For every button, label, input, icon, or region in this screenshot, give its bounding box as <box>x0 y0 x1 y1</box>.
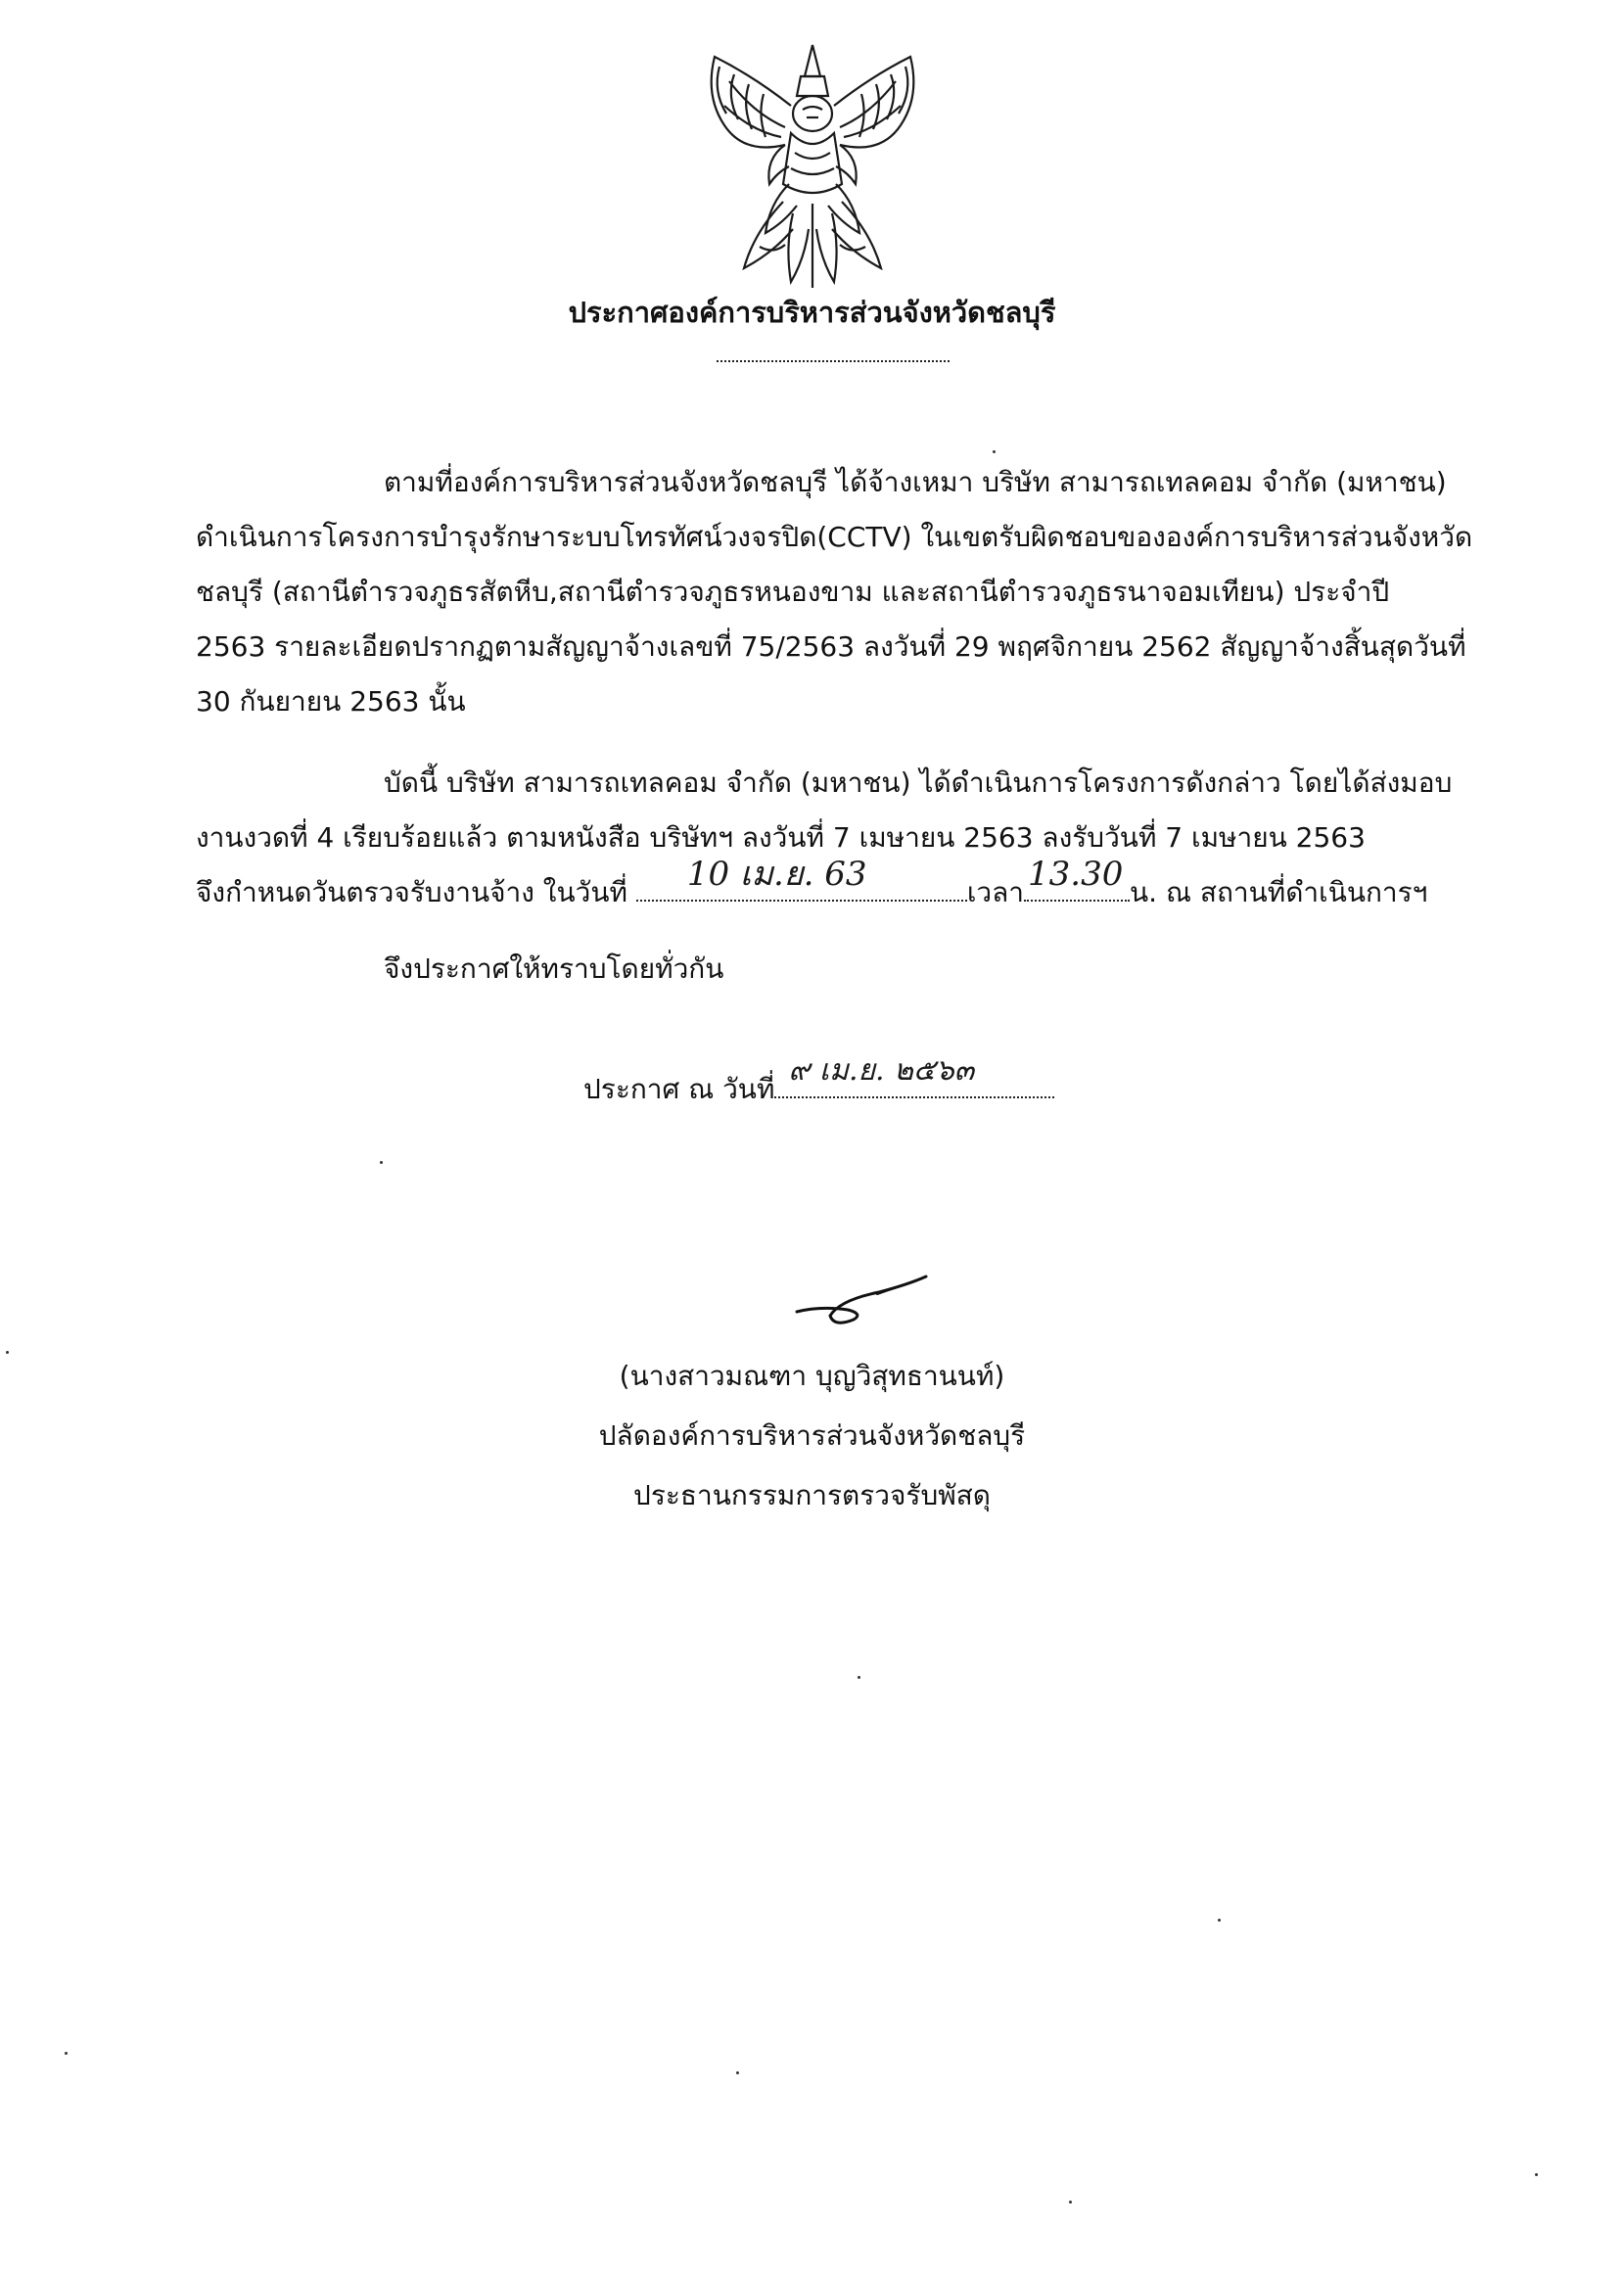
paragraph-line: จึงประกาศให้ทราบโดยทั่วกัน <box>384 952 724 985</box>
announcement-date-field <box>774 1053 1054 1098</box>
document-title: ประกาศองค์การบริหารส่วนจังหวัดชลบุรี <box>568 296 1056 329</box>
paragraph-line-inspection <box>196 855 1454 920</box>
title-dotted-rule <box>717 360 950 362</box>
paragraph-line: ชลบุรี (สถานีตำรวจภูธรสัตหีบ,สถานีตำรวจภูธรหนองขาม และสถานีตำรวจภูธรนาจอมเทียน) ประจำปี <box>196 576 1390 608</box>
announcement-date-handwritten: ๙ เม.ย. ๒๕๖๓ <box>788 1053 975 1088</box>
scan-speck <box>736 2071 739 2074</box>
paragraph-line: บัดนี้ บริษัท สามารถเทลคอม จำกัด (มหาชน) ได้ดำเนินการโครงการดังกล่าว โดยได้ส่งมอบ <box>384 766 1453 799</box>
handwritten-signature <box>791 1271 938 1329</box>
paragraph-notice <box>196 942 1454 997</box>
paragraph-line: งานงวดที่ 4 เรียบร้อยแล้ว ตามหนังสือ บริษัทฯ ลงวันที่ 7 เมษายน 2563 ลงรับวันที่ 7 เมษายน 2563 <box>196 821 1366 854</box>
scan-speck <box>858 1676 860 1679</box>
announcement-date-line <box>583 1053 1054 1117</box>
signatory-name: (นางสาวมณฑา บุญวิสุทธานนท์) <box>619 1360 1005 1392</box>
inspection-prefix: จึงกำหนดวันตรวจรับงานจ้าง ในวันที่ <box>196 876 627 908</box>
paragraph-delivery <box>196 756 1454 920</box>
garuda-emblem-icon <box>675 37 950 294</box>
signatory-position: ปลัดองค์การบริหารส่วนจังหวัดชลบุรี <box>598 1419 1026 1452</box>
scan-speck <box>993 450 996 453</box>
signatory-role: ประธานกรรมการตรวจรับพัสดุ <box>633 1479 991 1511</box>
paragraph-line: 2563 รายละเอียดปรากฏตามสัญญาจ้างเลขที่ 75/2563 ลงวันที่ 29 พฤศจิกายน 2562 สัญญาจ้างสิ้นสุดวันที่ <box>196 630 1466 663</box>
scan-speck <box>380 1161 383 1164</box>
scan-speck <box>65 2052 68 2055</box>
scan-speck <box>1069 2201 1072 2204</box>
paragraph-contract <box>196 455 1473 729</box>
inspection-suffix: น. ณ สถานที่ดำเนินการฯ <box>1130 876 1428 908</box>
scan-speck <box>1218 1919 1221 1922</box>
announcement-label: ประกาศ ณ วันที่ <box>583 1073 775 1105</box>
inspection-time-handwritten: 13.30 <box>1028 855 1124 894</box>
inspection-date-field <box>636 855 967 902</box>
scan-speck <box>1535 2173 1538 2176</box>
paragraph-line: 30 กันยายน 2563 นั้น <box>196 685 466 718</box>
inspection-time-field <box>1024 855 1130 902</box>
paragraph-line: ตามที่องค์การบริหารส่วนจังหวัดชลบุรี ได้จ้างเหมา บริษัท สามารถเทลคอม จำกัด (มหาชน) <box>384 466 1447 498</box>
scan-speck <box>6 1351 9 1354</box>
paragraph-line: ดำเนินการโครงการบำรุงรักษาระบบโทรทัศน์วงจรปิด(CCTV) ในเขตรับผิดชอบขององค์การบริหารส่วนจังหวัด <box>196 521 1473 553</box>
time-label: เวลา <box>966 876 1025 908</box>
inspection-date-handwritten: 10 เม.ย. 63 <box>686 855 867 894</box>
signatory-block <box>0 1346 1624 1525</box>
